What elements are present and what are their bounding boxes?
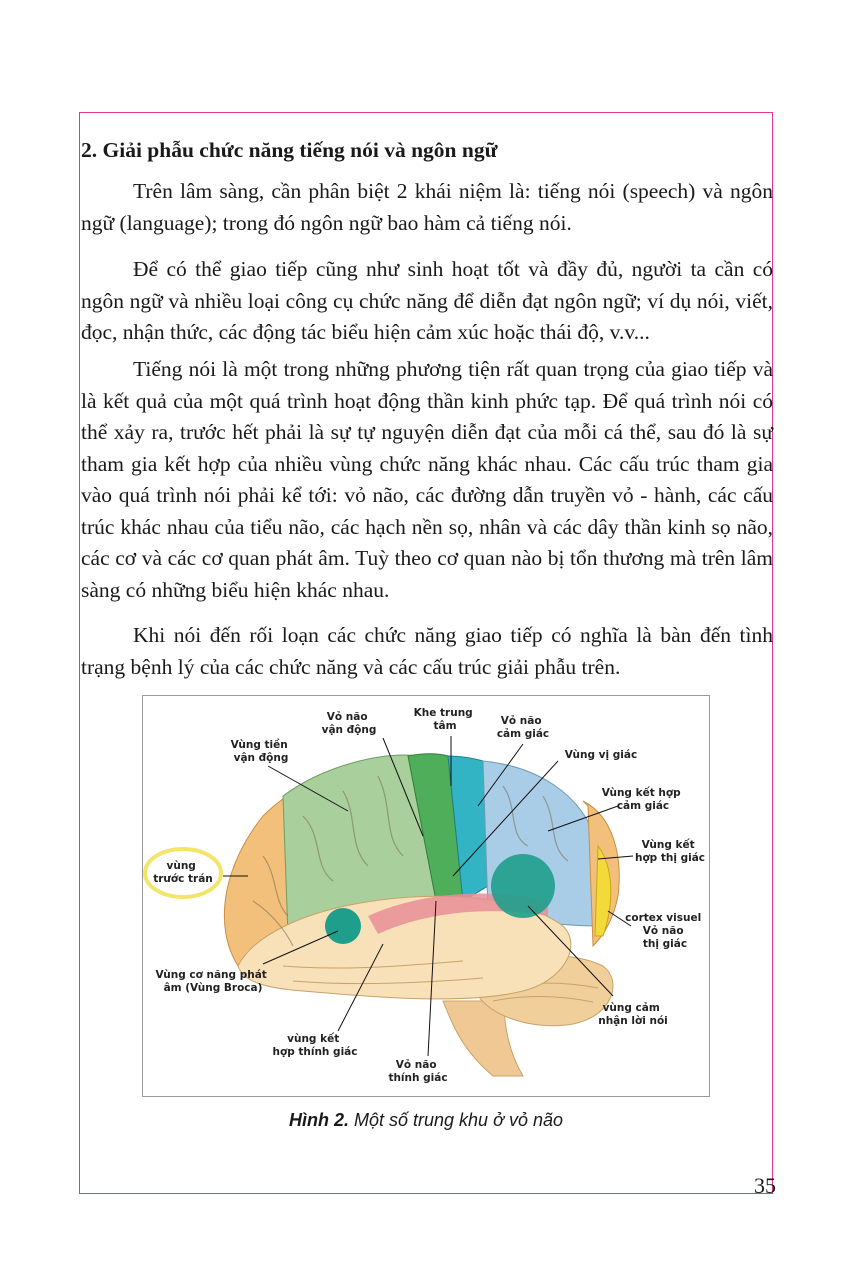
page-number: 35 <box>754 1173 776 1198</box>
wernicke-area-shape <box>491 854 555 918</box>
label-auditory-association: vùng kết hợp thính giác <box>272 1033 358 1058</box>
paragraph-4: Khi nói đến rối loạn các chức năng giao tiếp có nghĩa là bàn đến tình trạng bệnh lý của các chức năng và các cấu trúc giải phẫu trên. <box>81 623 773 679</box>
paragraph-1: Trên lâm sàng, cần phân biệt 2 khái niệm là: tiếng nói (speech) và ngôn ngữ (language); trong đó ngôn ngữ bao hàm cả tiếng nói. <box>81 179 773 235</box>
label-premotor: Vùng tiền vận động <box>230 739 289 764</box>
label-visual-cortex: cortex visuel Vỏ não thị giác <box>625 912 702 950</box>
caption-label: Hình 2. <box>288 1110 349 1130</box>
label-sensory-association: Vùng kết hợp cảm giác <box>601 787 681 812</box>
label-motor-cortex: Vỏ não vận động <box>321 711 377 736</box>
label-broca: Vùng cơ năng phát âm (Vùng Broca) <box>155 969 267 994</box>
label-taste-area: Vùng vị giác <box>564 749 638 761</box>
caption-text: Một số trung khu ở vỏ não <box>349 1110 563 1130</box>
label-sensory-cortex: Vỏ não cảm giác <box>496 715 550 740</box>
brain-diagram <box>142 695 710 1097</box>
label-visual-association: Vùng kết hợp thị giác <box>634 839 706 864</box>
paragraph-2: Để có thể giao tiếp cũng như sinh hoạt tốt và đầy đủ, người ta cần có ngôn ngữ và nhiều loại công cụ chức năng để diễn đạt ngôn ngữ; ví dụ nói, viết, đọc, nhận thức, các động tác biểu hiện cảm xúc hoặc thái độ, v.v... <box>81 257 773 344</box>
paragraph-3: Tiếng nói là một trong những phương tiện rất quan trọng của giao tiếp và là kết quả của một quá trình hoạt động thần kinh phức tạp. Để quá trình nói có thể xảy ra, trước hết phải là sự tự nguyện diễn đạt của mỗi cá thể, sau đó là sự tham gia kết hợp của nhiều vùng chức năng khác nhau. Các cấu trúc tham gia vào quá trình nói phải kể tới: vỏ não, các đường dẫn truyền vỏ - hành, các cấu trúc khác nhau của tiểu não, các hạch nền sọ, nhân và các dây thần kinh sọ não, các cơ và các cơ quan phát âm. Tuỳ theo cơ quan nào bị tổn thương mà trên lâm sàng có những biểu hiện khác nhau. <box>81 357 773 602</box>
label-central-sulcus: Khe trung tâm <box>413 707 473 732</box>
label-prefrontal: vùng trước trán <box>153 860 213 885</box>
label-auditory-cortex: Vỏ não thính giác <box>388 1059 448 1084</box>
section-heading: 2. Giải phẫu chức năng tiếng nói và ngôn ngữ <box>81 138 498 162</box>
figure-caption <box>142 1110 710 1131</box>
brain-illustration <box>143 696 709 1096</box>
label-speech-perception: vùng cảm nhận lời nói <box>598 1002 668 1027</box>
broca-area-shape <box>325 908 361 944</box>
